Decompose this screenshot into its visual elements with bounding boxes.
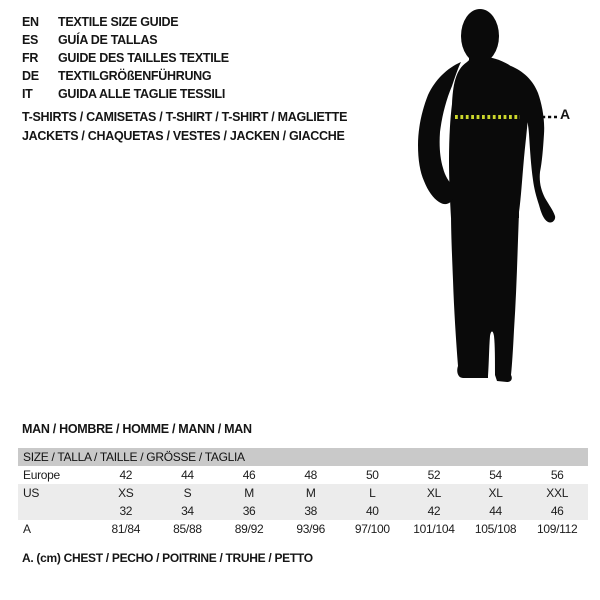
man-silhouette xyxy=(395,0,600,400)
size-cell: M xyxy=(244,486,254,500)
size-cell: 32 xyxy=(119,504,133,518)
language-code: ES xyxy=(22,33,39,47)
size-cell: XL xyxy=(426,486,441,500)
size-cell: M xyxy=(305,486,316,500)
size-cell: 42 xyxy=(119,468,133,482)
language-row-it xyxy=(22,85,229,103)
category-jackets: JACKETS / CHAQUETAS / VESTES / JACKEN / GIACCHE xyxy=(22,129,345,143)
size-cell: 97/100 xyxy=(354,522,390,536)
table-row-us-numbers xyxy=(18,502,588,520)
size-cell: 56 xyxy=(550,468,564,482)
size-cell: 46 xyxy=(550,504,564,518)
language-row-es xyxy=(22,31,229,49)
size-cell: 38 xyxy=(304,504,318,518)
language-label: TEXTILE SIZE GUIDE xyxy=(58,15,179,29)
language-row-en xyxy=(22,13,229,31)
size-cell: 89/92 xyxy=(234,522,264,536)
category-list xyxy=(22,108,347,146)
size-cell: 42 xyxy=(427,504,441,518)
size-cell: 52 xyxy=(427,468,441,482)
measurement-footnote: A. (cm) CHEST / PECHO / POITRINE / TRUHE / PETTO xyxy=(22,551,313,565)
size-table xyxy=(18,448,588,538)
language-label: TEXTILGRÖßENFÜHRUNG xyxy=(58,69,212,83)
size-cell: 50 xyxy=(365,468,379,482)
size-cell: 105/108 xyxy=(474,522,517,536)
size-cell: S xyxy=(183,486,192,500)
language-label: GUÍA DE TALLAS xyxy=(58,33,158,47)
table-row-europe xyxy=(18,466,588,484)
size-cell: 46 xyxy=(242,468,256,482)
measure-marker-a: A xyxy=(560,106,570,122)
size-cell: 48 xyxy=(304,468,318,482)
size-cell: 109/112 xyxy=(536,522,578,536)
size-cell: 44 xyxy=(489,504,502,518)
size-cell: 40 xyxy=(365,504,379,518)
language-row-de xyxy=(22,67,229,85)
table-row-us-letters xyxy=(18,484,588,502)
size-cell: 93/96 xyxy=(296,522,325,536)
language-code: IT xyxy=(22,87,33,101)
row-label: Europe xyxy=(23,468,60,482)
size-cell: 85/88 xyxy=(173,522,202,536)
size-cell: L xyxy=(369,486,376,500)
size-cell: 34 xyxy=(181,504,194,518)
language-code: DE xyxy=(22,69,39,83)
language-label: GUIDA ALLE TAGLIE TESSILI xyxy=(58,87,226,101)
language-label: GUIDE DES TAILLES TEXTILE xyxy=(58,51,229,65)
size-cell: XXL xyxy=(546,486,569,500)
category-tshirts: T-SHIRTS / CAMISETAS / T-SHIRT / T-SHIRT / MAGLIETTE xyxy=(22,110,348,124)
language-code: FR xyxy=(22,51,39,65)
size-cell: 101/104 xyxy=(413,522,455,536)
size-cell: 81/84 xyxy=(111,522,141,536)
size-table-header: SIZE / TALLA / TAILLE / GRÖSSE / TAGLIA xyxy=(18,448,588,466)
language-code: EN xyxy=(22,15,39,29)
size-cell: 44 xyxy=(181,468,194,482)
size-cell: XL xyxy=(488,486,503,500)
silhouette-legs xyxy=(451,212,519,378)
language-row-fr xyxy=(22,49,229,67)
section-heading-man: MAN / HOMBRE / HOMME / MANN / MAN xyxy=(22,422,252,436)
language-list xyxy=(22,13,229,103)
row-label: A xyxy=(23,522,31,536)
table-row-chest-cm xyxy=(18,520,588,538)
silhouette-right-shoe xyxy=(495,375,512,382)
size-cell: XS xyxy=(118,486,134,500)
size-cell: 54 xyxy=(489,468,502,482)
row-label: US xyxy=(23,486,40,500)
size-cell: 36 xyxy=(242,504,256,518)
